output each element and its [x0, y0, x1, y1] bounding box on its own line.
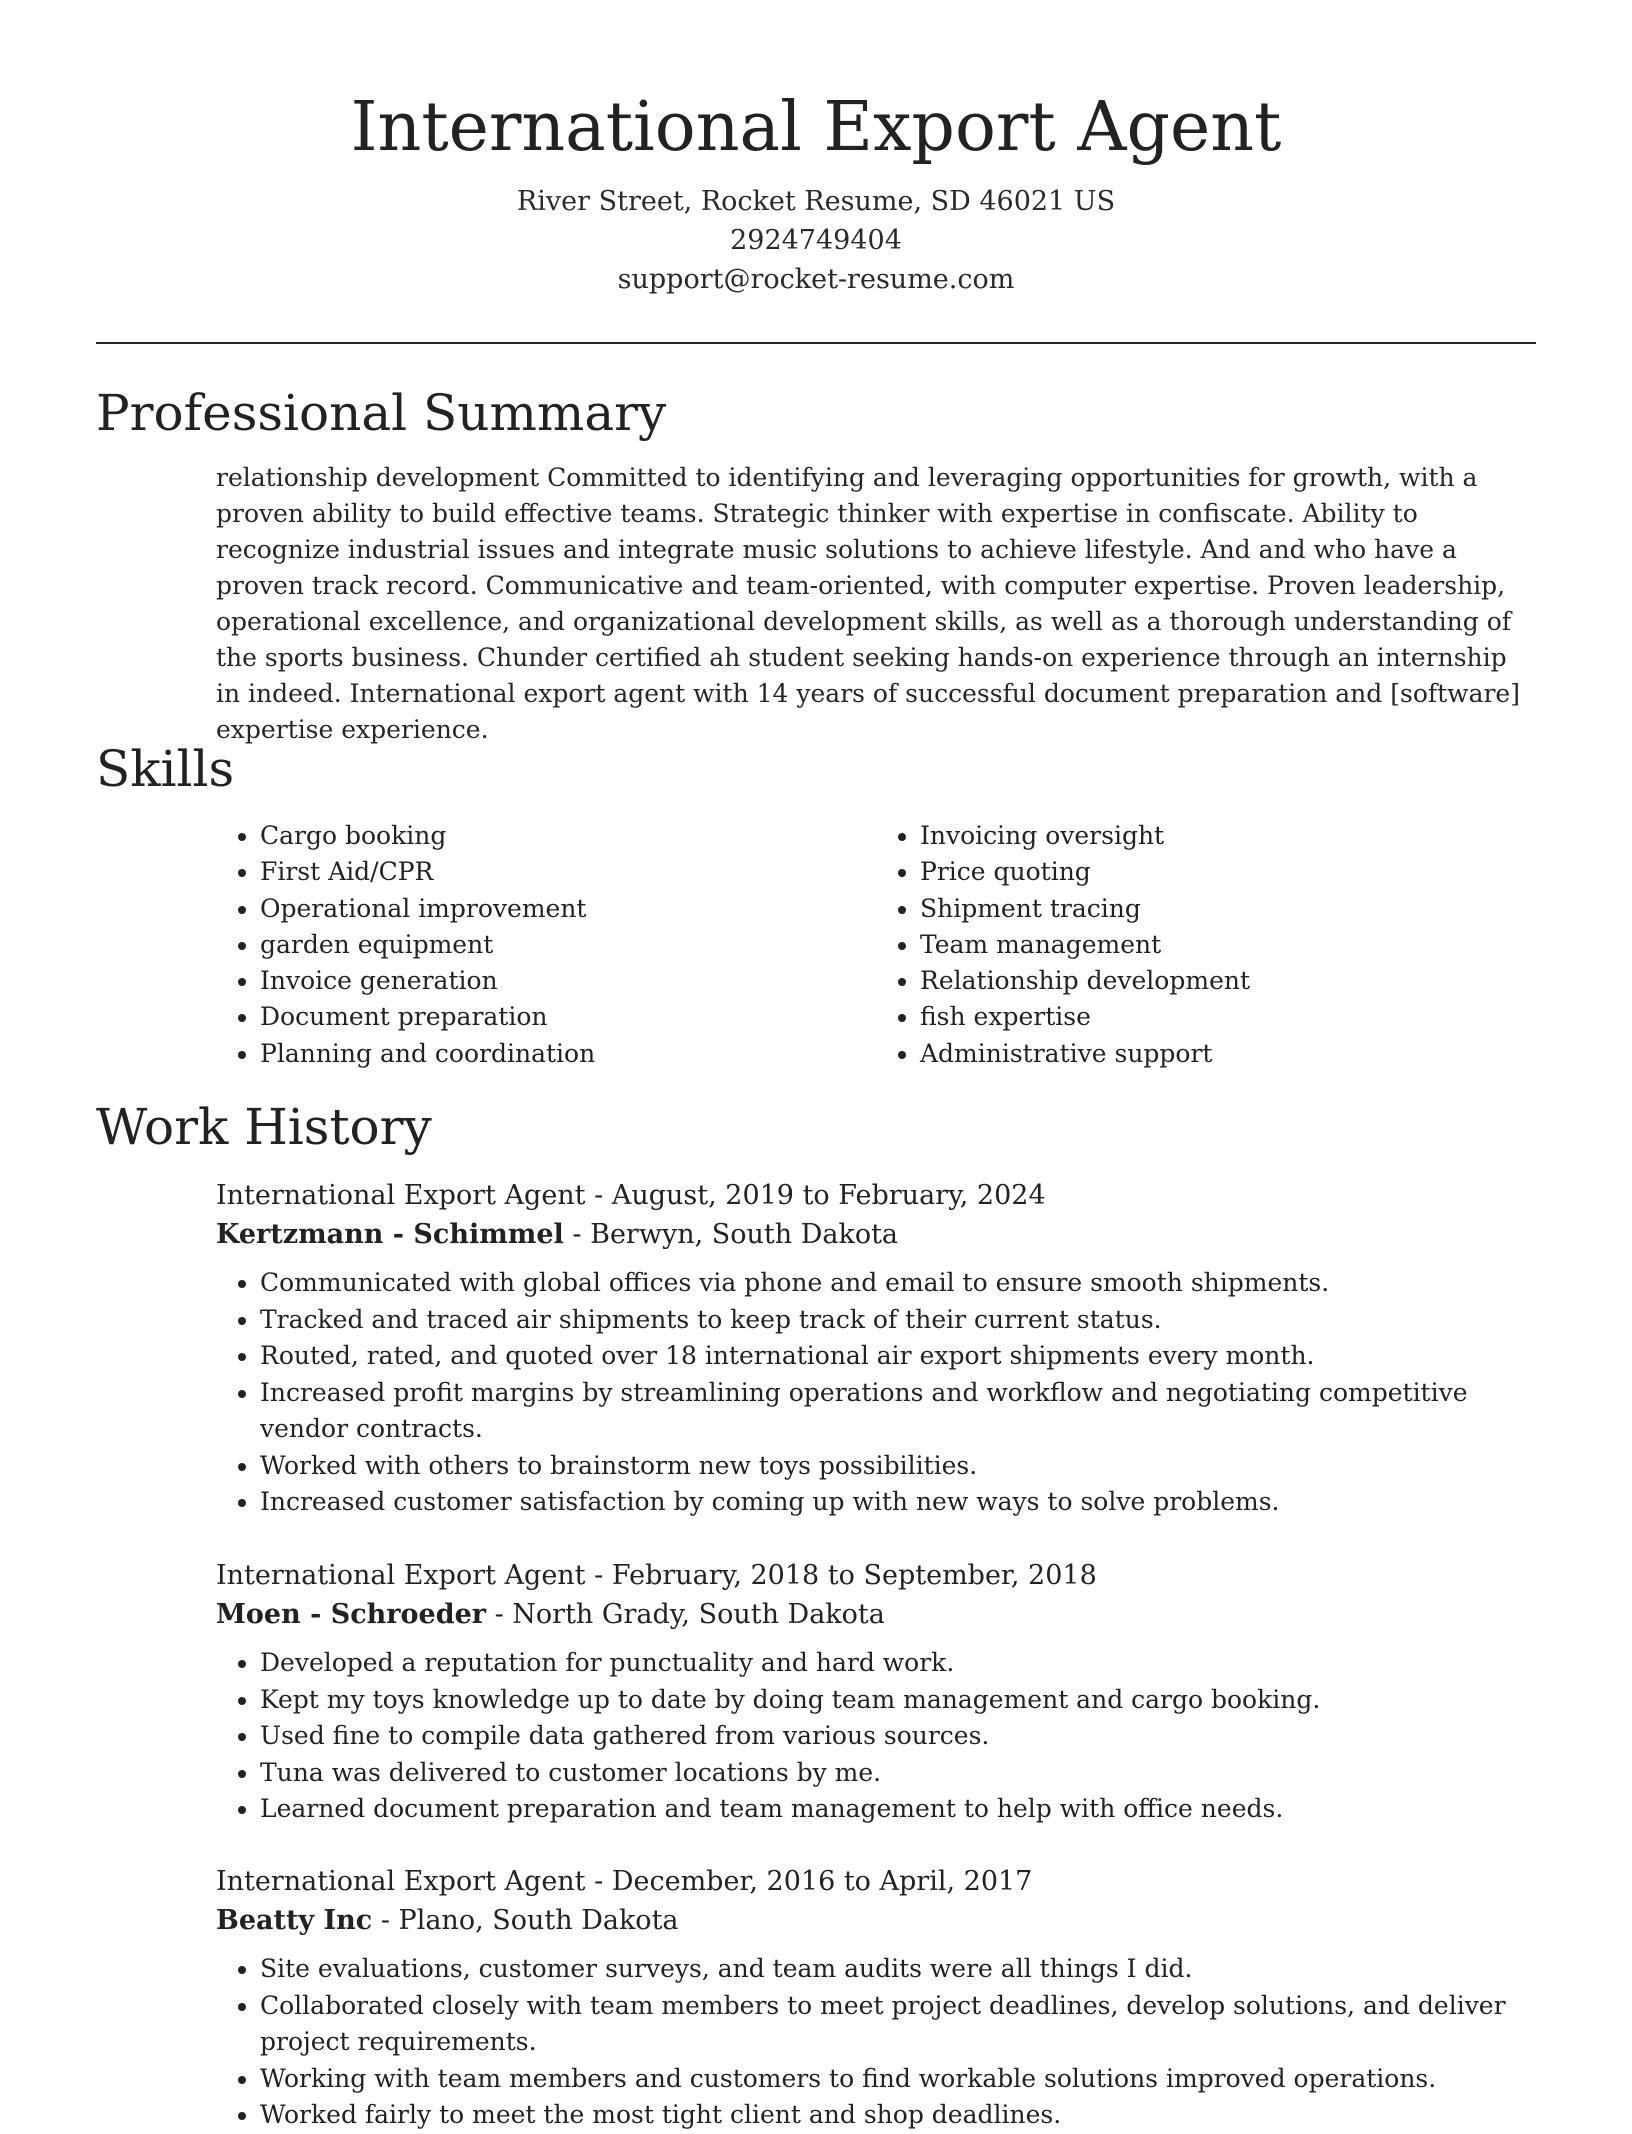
skills-heading: Skills [96, 740, 235, 798]
separator: - [372, 1905, 399, 1936]
job-bullets [216, 1951, 1536, 2134]
job-location: Plano, South Dakota [398, 1905, 679, 1936]
job-company-line [216, 1595, 1536, 1635]
job-bullet: • Kept my toys knowledge up to date by doing team management and cargo booking. [260, 1682, 1536, 1719]
contact-address: River Street, Rocket Resume, SD 46021 US [516, 186, 1116, 217]
candidate-name: International Export Agent [350, 88, 1282, 167]
resume-header [0, 0, 1632, 299]
skill-item: • Relationship development [920, 963, 1536, 999]
job-title-line [216, 1176, 1536, 1215]
separator: - [585, 1180, 612, 1211]
skill-item: • Invoicing oversight [920, 818, 1536, 854]
job-title: International Export Agent [216, 1866, 586, 1897]
skill-item: • Operational improvement [260, 891, 876, 927]
separator: - [485, 1599, 513, 1630]
job-company: Kertzmann - Schimmel [216, 1219, 564, 1250]
job-bullets [216, 1645, 1536, 1828]
job-bullet: • Worked with others to brainstorm new toys possibilities. [260, 1448, 1536, 1485]
skill-item: • fish expertise [920, 999, 1536, 1035]
job-dates: February, 2018 to September, 2018 [611, 1560, 1097, 1591]
job-entry [216, 1556, 1536, 1828]
job-location: Berwyn, South Dakota [590, 1219, 899, 1250]
summary-text: relationship development Committed to identifying and leveraging opportunities for growth, with a proven ability to build effective teams. Strategic thinker with expertise in confiscate. Ability to recognize industrial issues and integrate music solutions to achieve lifestyle. And and who have a proven track record. Communicative and team-oriented, with computer expertise. Proven leadership, operational excellence, and organizational development skills, as well as a thorough understanding of the sports business. Chunder certified ah student seeking hands-on experience through an internship in indeed. International export agent with 14 years of successful document preparation and [software] expertise experience. [216, 463, 1520, 744]
job-bullet: • Working with team members and customers to find workable solutions improved operations. [260, 2061, 1536, 2098]
skill-item: • First Aid/CPR [260, 854, 876, 890]
skill-item: • Price quoting [920, 854, 1536, 890]
job-bullet: • Used fine to compile data gathered from various sources. [260, 1718, 1536, 1755]
job-bullet: • Tuna was delivered to customer locations by me. [260, 1755, 1536, 1792]
contact-phone: 2924749404 [730, 225, 902, 256]
separator: - [585, 1866, 612, 1897]
job-entry [216, 1176, 1536, 1521]
skill-item: • Document preparation [260, 999, 876, 1035]
job-title-line [216, 1862, 1536, 1901]
skill-item: • Administrative support [920, 1036, 1536, 1072]
job-title-line [216, 1556, 1536, 1595]
contact-email: support@rocket-resume.com [617, 264, 1015, 295]
job-company-line [216, 1215, 1536, 1255]
skills-column-left [216, 818, 876, 1072]
skill-item: • Team management [920, 927, 1536, 963]
job-bullet: • Developed a reputation for punctuality and hard work. [260, 1645, 1536, 1682]
separator: - [585, 1560, 612, 1591]
job-bullet: • Worked fairly to meet the most tight client and shop deadlines. [260, 2097, 1536, 2134]
skill-item: • Cargo booking [260, 818, 876, 854]
skill-item: • garden equipment [260, 927, 876, 963]
separator: - [563, 1219, 591, 1250]
job-bullet: • Increased profit margins by streamlining operations and workflow and negotiating competitive vendor contracts. [260, 1375, 1536, 1448]
job-title: International Export Agent [216, 1180, 586, 1211]
work-history-heading: Work History [96, 1098, 432, 1156]
job-bullet: • Routed, rated, and quoted over 18 international air export shipments every month. [260, 1338, 1536, 1375]
job-dates: August, 2019 to February, 2024 [611, 1180, 1046, 1211]
job-bullet: • Communicated with global offices via phone and email to ensure smooth shipments. [260, 1265, 1536, 1302]
job-bullet: • Tracked and traced air shipments to keep track of their current status. [260, 1302, 1536, 1339]
contact-info [0, 182, 1632, 299]
skill-item: • Shipment tracing [920, 891, 1536, 927]
job-dates: December, 2016 to April, 2017 [611, 1866, 1033, 1897]
skill-item: • Planning and coordination [260, 1036, 876, 1072]
job-title: International Export Agent [216, 1560, 586, 1591]
job-company: Moen - Schroeder [216, 1599, 486, 1630]
job-bullet: • Increased customer satisfaction by coming up with new ways to solve problems. [260, 1484, 1536, 1521]
skill-item: • Invoice generation [260, 963, 876, 999]
job-bullet: • Learned document preparation and team management to help with office needs. [260, 1791, 1536, 1828]
job-location: North Grady, South Dakota [512, 1599, 885, 1630]
job-entry [216, 1862, 1536, 2134]
skills-list [216, 818, 1536, 1072]
job-company-line [216, 1901, 1536, 1941]
skills-column-right [876, 818, 1536, 1072]
header-divider [96, 342, 1536, 344]
job-company: Beatty Inc [216, 1905, 373, 1936]
job-bullet: • Collaborated closely with team members to meet project deadlines, develop solutions, and deliver project requirements. [260, 1988, 1536, 2061]
summary-heading: Professional Summary [96, 384, 667, 442]
job-bullet: • Site evaluations, customer surveys, and team audits were all things I did. [260, 1951, 1536, 1988]
job-bullets [216, 1265, 1536, 1521]
